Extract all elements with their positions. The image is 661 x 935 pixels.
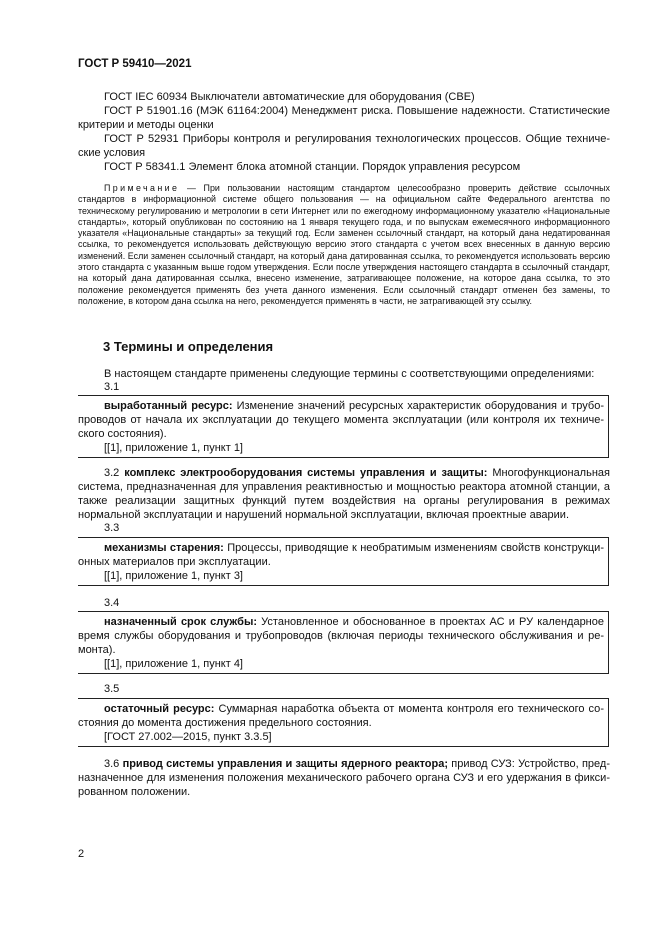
term-box: [78, 395, 609, 458]
section-intro: В настоящем стандарте применены следующие термины с соответствующими определениями:: [104, 368, 595, 380]
term-number: 3.1: [104, 381, 120, 393]
reference-item: ГОСТ Р 51901.16 (МЭК 61164:2004) Менеджмент риска. Повышение надежности. Статистические критерии и методы оценки: [78, 105, 610, 131]
term-number: 3.5: [104, 683, 120, 695]
term-name: механизмы старения:: [104, 542, 224, 554]
term-box: [78, 611, 609, 674]
note-keyword: Примечание: [104, 183, 180, 193]
normative-references: [78, 90, 610, 174]
term-name: остаточный ресурс:: [104, 703, 215, 715]
reference-item: ГОСТ Р 58341.1 Элемент блока атомной станции. Порядок управления ресурсом: [104, 161, 521, 173]
term-definition: выработанный ресурс: Изменение значений ресурсных характеристик оборудования и трубопроводов от начала их эксплуатации до текущего момента эксплуатации (или контроля их технического состояния).: [78, 400, 604, 440]
term-source: [ГОСТ 27.002—2015, пункт 3.3.5]: [104, 731, 272, 743]
term-source: [[1], приложение 1, пункт 1]: [104, 442, 243, 454]
term-number: 3.6: [104, 758, 120, 770]
term-name: назначенный срок службы:: [104, 616, 258, 628]
term-box: [78, 537, 609, 586]
term-definition: назначенный срок службы: Установленное и обоснованное в проектах АС и РУ календарное время службы оборудования и трубопроводов (включая периоды технического обслуживания и ремонта).: [78, 616, 604, 656]
term-definition: остаточный ресурс: Суммарная наработка объекта от момента контроля его технического состояния до момента достижения предельного состояния.: [78, 703, 604, 729]
term-definition: механизмы старения: Процессы, приводящие к необратимым изменениям свойств конструкционных материалов при эксплуатации.: [78, 542, 604, 568]
term-box: [78, 698, 609, 747]
term-name: комплекс электрооборудования системы управления и защиты:: [124, 467, 488, 479]
term-number: 3.3: [104, 522, 120, 534]
reference-item: ГОСТ IEC 60934 Выключатели автоматические для оборудования (СВЕ): [104, 91, 475, 103]
term-source: [[1], приложение 1, пункт 4]: [104, 658, 243, 670]
document-code: ГОСТ Р 59410—2021: [78, 58, 192, 70]
term-number: 3.4: [104, 597, 120, 609]
section-title: 3 Термины и определения: [103, 339, 274, 354]
reference-item: ГОСТ Р 52931 Приборы контроля и регулирования технологических процессов. Общие технические условия: [78, 133, 610, 159]
note-paragraph: [78, 183, 610, 307]
term-name: привод системы управления и защиты ядерного реактора;: [122, 758, 449, 770]
term-paragraph: 3.6 привод системы управления и защиты ядерного реактора; привод СУЗ: Устройство, предназначенное для изменения положения механического рабочего органа СУЗ и его удержания в фиксированном положении.: [78, 758, 610, 798]
term-name: выработанный ресурс:: [104, 400, 233, 412]
term-number: 3.2: [104, 467, 120, 479]
term-source: [[1], приложение 1, пункт 3]: [104, 570, 243, 582]
page-number: 2: [78, 848, 85, 860]
note-text: — При пользовании настоящим стандартом целесообразно проверить действие ссылочных стандартов в информационной системе общего пользования — на официальном сайте Федерального агентства по техническому регулированию и метрологии в сети Интернет или по ежегодному информационному указателю «Национальные стандарты», который опубликован по состоянию на 1 января текущего года, и по выпускам ежемесячного информационного указателя «Национальные стандарты» за текущий год. Если заменен ссылочный стандарт, на который дана недатированная ссылка, то рекомендуется использовать действующую версию этого стандарта с учетом всех внесенных в данную версию изменений. Если заменен ссылочный стандарт, на который дана датированная ссылка, то рекомендуется использовать версию этого стандарта с указанным выше годом утверждения. Если после утверждения настоящего стандарта в ссылочный стандарт, на который дана датированная ссылка, внесено изменение, затрагивающее положение, на которое дана ссылка, то это положение рекомендуется применять без учета данного изменения. Если ссылочный стандарт отменен без замены, то положение, в котором дана ссылка на него, рекомендуется применять в части, не затрагивающей эту ссылку.: [78, 183, 610, 306]
term-paragraph: 3.2 комплекс электрооборудования системы управления и защиты: Многофункциональная система, предназначенная для управления реактивностью и мощностью реактора атомной станции, а также реализации защитных функций путем воздействия на органы регулирования в режимах нормальной эксплуатации и нарушений нормальной эксплуатации, включая проектные аварии.: [78, 467, 610, 521]
